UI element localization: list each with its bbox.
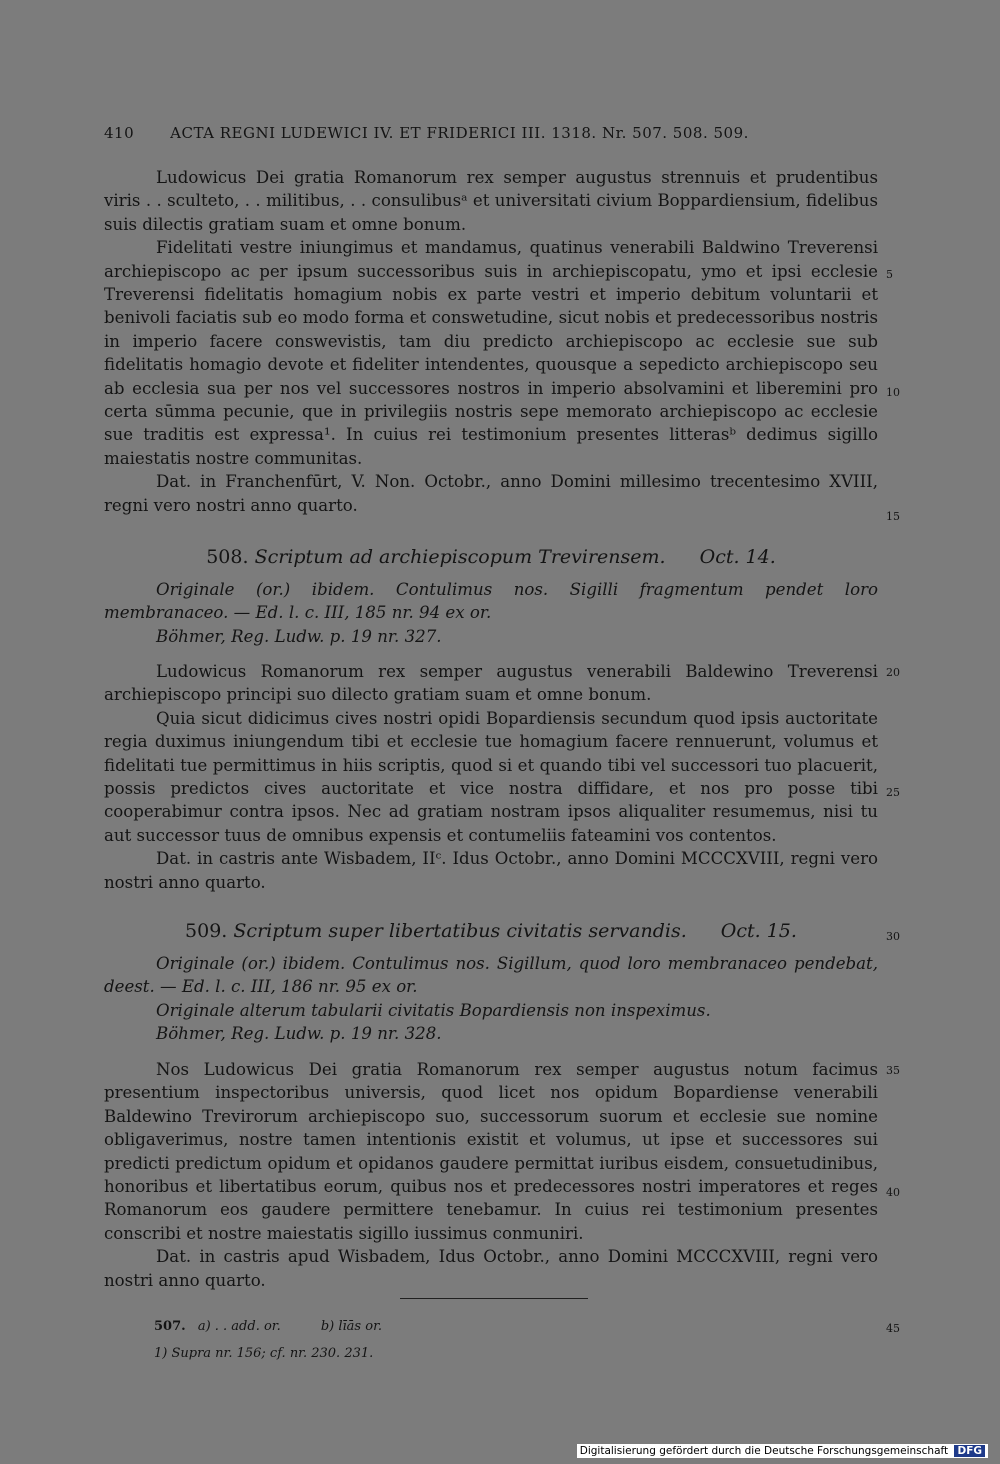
line-number: 15 bbox=[886, 510, 900, 523]
doc508-address: Ludowicus Romanorum rex semper augustus venerabili Baldewino Treverensi archiepiscopo principi suo dilecto gratiam suam et omne bonum. bbox=[104, 662, 878, 705]
doc507-address: Ludowicus Dei gratia Romanorum rex semper augustus strennuis et prudentibus viris . . sculteto, . . militibus, . . consulibusᵃ et universitati civium Boppardiensium, fidelibus suis dilectis gratiam suam et omne bonum. bbox=[104, 168, 878, 234]
line-number: 35 bbox=[886, 1064, 900, 1077]
footnote-divider bbox=[400, 1298, 588, 1299]
footnote-a: a) . . add. or. bbox=[197, 1319, 281, 1334]
doc508-regest: Böhmer, Reg. Ludw. p. 19 nr. 327. bbox=[156, 626, 442, 646]
funding-credit bbox=[577, 1444, 988, 1458]
line-number: 25 bbox=[886, 786, 900, 799]
credit-text: Digitalisierung gefördert durch die Deutsche Forschungsgemeinschaft bbox=[579, 1445, 949, 1457]
doc509-apparatus bbox=[104, 952, 878, 1046]
doc507-text bbox=[104, 166, 878, 517]
doc509-title: 509. Scriptum super libertatibus civitatis servandis. Oct. 15. bbox=[185, 920, 797, 942]
doc507-dating: Dat. in Franchenfūrt, V. Non. Octobr., anno Domini millesimo trecentesimo XVIII, regni vero nostri anno quarto. bbox=[104, 472, 878, 515]
line-number: 10 bbox=[886, 386, 900, 399]
doc509-source: Originale (or.) ibidem. Contulimus nos. Sigillum, quod loro membranaceo pendebat, deest. — Ed. l. c. III, 186 nr. 95 ex or. bbox=[104, 954, 878, 997]
doc509-body: Nos Ludowicus Dei gratia Romanorum rex semper augustus notum facimus presentium inspectoribus universis, quod licet nos opidum Bopardiense venerabili Baldewino Trevirorum archiepiscopo suo, successorum suorum et ecclesie sue nomine obligaverimus, nostre tamen intentionis existit et volumus, ut ipse et successores sui predicti predictum opidum et opidanos gaudere permittat iuribus eisdem, consuetudinibus, honoribus et libertatibus eorum, quibus nos et predecessores nostri imperatores et reges Romanorum eos gaudere permittere tenebamur. In cuius rei testimonium presentes conscribi et nostre maiestatis sigillo iussimus conmuniri. bbox=[104, 1060, 878, 1243]
footnote-ref: 507. bbox=[154, 1319, 186, 1334]
doc508-title: 508. Scriptum ad archiepiscopum Trevirensem. Oct. 14. bbox=[206, 546, 776, 568]
doc509-text bbox=[104, 1058, 878, 1292]
doc508-source: Originale (or.) ibidem. Contulimus nos. Sigilli fragmentum pendet loro membranaceo. — Ed. l. c. III, 185 nr. 94 ex or. bbox=[104, 580, 878, 623]
doc508-dating: Dat. in castris ante Wisbadem, IIᶜ. Idus Octobr., anno Domini MCCCXVIII, regni vero nostri anno quarto. bbox=[104, 849, 878, 892]
line-number: 30 bbox=[886, 930, 900, 943]
doc507-body: Fidelitati vestre iniungimus et mandamus, quatinus venerabili Baldwino Treverensi archiepiscopo ac per ipsum successoribus suis in archiepiscopatu, ymo et ipsi ecclesie Treverensi fidelitatis homagium nobis ex parte vestri et imperio debitum voluntarii et benivoli faciatis sub eo modo forma et conswetudine, sicut nobis et predecessoribus nostris in imperio facere conswevistis, tam diu predicto archiepiscopo ac ecclesie sue sub fidelitatis homagio devote et fideliter intendentes, quousque a sepedicto archiepiscopo seu ab ecclesia sua per nos vel successores nostros in imperio absolvamini et liberemini pro certa sūmma pecunie, que in privilegiis nostris sepe memorato archiepiscopo ac ecclesie sue traditis est expressa¹. In cuius rei testimonium presentes litterasᵇ dedimus sigillo maiestatis nostre communitas. bbox=[104, 238, 878, 468]
doc508-text bbox=[104, 660, 878, 894]
footnote-variants bbox=[154, 1319, 382, 1334]
doc509-regest: Böhmer, Reg. Ludw. p. 19 nr. 328. bbox=[156, 1024, 442, 1044]
page-number: 410 bbox=[104, 124, 135, 142]
running-header bbox=[104, 124, 884, 142]
doc509-source2: Originale alterum tabularii civitatis Bopardiensis non inspeximus. bbox=[156, 1000, 711, 1020]
running-title: ACTA REGNI LUDEWICI IV. ET FRIDERICI III. 1318. Nr. 507. 508. 509. bbox=[170, 124, 749, 142]
line-number: 40 bbox=[886, 1186, 900, 1199]
line-number: 5 bbox=[886, 268, 893, 281]
footnote-b: b) līās or. bbox=[320, 1319, 382, 1334]
line-number: 20 bbox=[886, 666, 900, 679]
doc509-dating: Dat. in castris apud Wisbadem, Idus Octobr., anno Domini MCCCXVIII, regni vero nostri anno quarto. bbox=[104, 1247, 878, 1290]
line-number: 45 bbox=[886, 1322, 900, 1335]
footnote-1: 1) Supra nr. 156; cf. nr. 230. 231. bbox=[154, 1346, 374, 1361]
dfg-logo-icon: DFG bbox=[954, 1445, 985, 1457]
doc508-apparatus bbox=[104, 578, 878, 648]
doc508-body: Quia sicut didicimus cives nostri opidi Bopardiensis secundum quod ipsis auctoritate regia duximus iniungendum tibi et ecclesie tue homagium facere rennuerunt, volumus et fidelitati tue permittimus in hiis scriptis, quod si et quando tibi vel successori tuo placuerit, possis predictos cives auctoritate et vice nostra diffidare, et nos pro posse tibi cooperabimur contra ipsos. Nec ad gratiam nostram ipsos aliqualiter resumemus, nisi tu aut successor tuus de omnibus expensis et contumeliis fateamini vos contentos. bbox=[104, 708, 878, 845]
